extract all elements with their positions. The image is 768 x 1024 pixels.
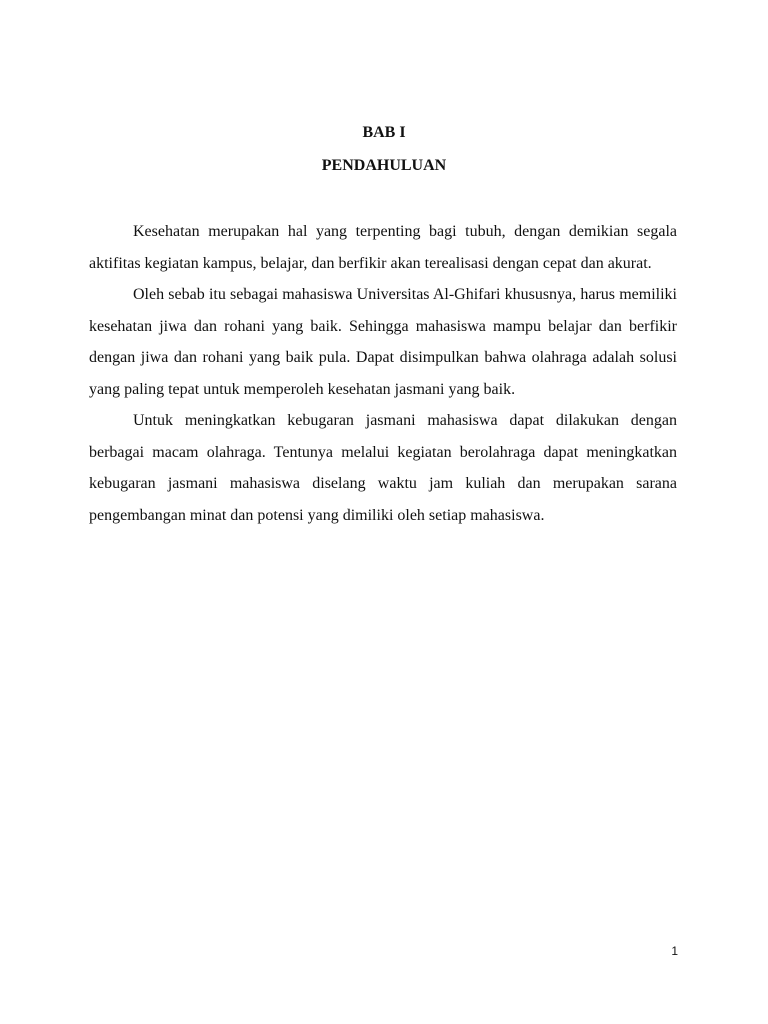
paragraph: Kesehatan merupakan hal yang terpenting bagi tubuh, dengan demikian segala aktifitas kegiatan kampus, belajar, dan berfikir akan terealisasi dengan cepat dan akurat. — [89, 223, 677, 272]
body-text — [89, 216, 677, 531]
chapter-label: BAB I — [362, 124, 406, 141]
chapter-title: PENDAHULUAN — [321, 157, 447, 174]
paragraph: Oleh sebab itu sebagai mahasiswa Universitas Al-Ghifari khususnya, harus memiliki kesehatan jiwa dan rohani yang baik. Sehingga mahasiswa mampu belajar dan berfikir dengan jiwa dan rohani yang baik pula. Dapat disimpulkan bahwa olahraga adalah solusi yang paling tepat untuk memperoleh kesehatan jasmani yang baik. — [89, 286, 677, 398]
page-number: 1 — [671, 944, 678, 958]
paragraph: Untuk meningkatkan kebugaran jasmani mahasiswa dapat dilakukan dengan berbagai macam olahraga. Tentunya melalui kegiatan berolahraga dapat meningkatkan kebugaran jasmani mahasiswa diselang waktu jam kuliah dan merupakan sarana pengembangan minat dan potensi yang dimiliki oleh setiap mahasiswa. — [89, 412, 677, 524]
